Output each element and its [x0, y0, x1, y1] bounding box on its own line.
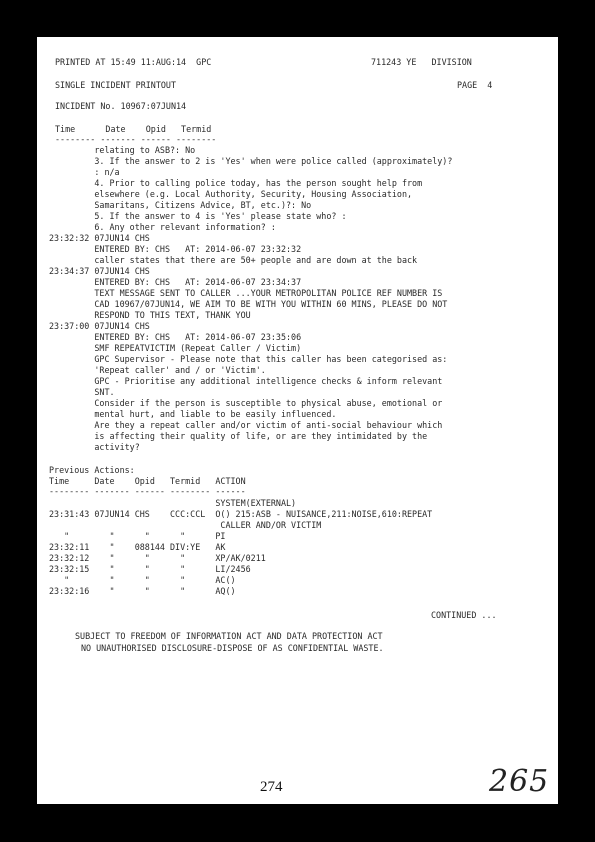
log-line: GPC Supervisor - Please note that this caller has been categorised as:: [49, 354, 448, 364]
log-line: ENTERED BY: CHS AT: 2014-06-07 23:35:06: [49, 332, 302, 342]
log-line: ENTERED BY: CHS AT: 2014-06-07 23:34:37: [49, 277, 302, 287]
log-line: 3. If the answer to 2 is 'Yes' when were police called (approximately)?: [49, 156, 453, 166]
disclaimer-line-2: NO UNAUTHORISED DISCLOSURE-DISPOSE OF AS CONFIDENTIAL WASTE.: [81, 643, 384, 653]
log-line: 4. Prior to calling police today, has the person sought help from: [49, 178, 423, 188]
incident-number: INCIDENT No. 10967:07JUN14: [55, 101, 187, 111]
previous-actions-table: [49, 498, 554, 603]
log-line: relating to ASB?: No: [49, 145, 196, 155]
log-line: 5. If the answer to 4 is 'Yes' please state who? :: [49, 211, 347, 221]
log-line: TEXT MESSAGE SENT TO CALLER ...YOUR METROPOLITAN POLICE REF NUMBER IS: [49, 288, 443, 298]
log-column-headers: Time Date Opid Termid: [55, 124, 212, 134]
log-line: is affecting their quality of life, or are they intimidated by the: [49, 431, 428, 441]
log-line: elsewhere (e.g. Local Authority, Security, Housing Association,: [49, 189, 413, 199]
log-line: CAD 10967/07JUN14, WE AIM TO BE WITH YOU WITHIN 60 MINS, PLEASE DO NOT: [49, 299, 448, 309]
log-line: SNT.: [49, 387, 115, 397]
action-row: 23:31:43 07JUN14 CHS CCC:CCL O() 215:ASB - NUISANCE,211:NOISE,610:REPEAT: [49, 509, 433, 519]
log-line: mental hurt, and liable to be easily influenced.: [49, 409, 337, 419]
page-label: PAGE 4: [457, 80, 493, 90]
log-line: : n/a: [49, 167, 120, 177]
log-line: RESPOND TO THIS TEXT, THANK YOU: [49, 310, 251, 320]
log-line: 23:34:37 07JUN14 CHS: [49, 266, 150, 276]
log-line: activity?: [49, 442, 140, 452]
action-row: 23:32:11 " 088144 DIV:YE AK: [49, 542, 226, 552]
log-line: ENTERED BY: CHS AT: 2014-06-07 23:32:32: [49, 244, 302, 254]
actions-header-rule: -------- ------- ------ -------- ------: [49, 486, 246, 496]
log-line: Consider if the person is susceptible to physical abuse, emotional or: [49, 398, 443, 408]
log-header-rule: -------- ------- ------ --------: [55, 134, 217, 144]
log-line: caller states that there are 50+ people and are down at the back: [49, 255, 418, 265]
log-line: 23:37:00 07JUN14 CHS: [49, 321, 150, 331]
division: 711243 YE DIVISION: [371, 57, 472, 67]
action-row: SYSTEM(EXTERNAL): [49, 498, 297, 508]
log-line: Are they a repeat caller and/or victim of anti-social behaviour which: [49, 420, 443, 430]
disclaimer-line-1: SUBJECT TO FREEDOM OF INFORMATION ACT AND DATA PROTECTION ACT: [75, 631, 383, 641]
log-line: Samaritans, Citizens Advice, BT, etc.)?: No: [49, 200, 312, 210]
previous-actions-heading: Previous Actions:: [49, 465, 135, 475]
log-line: SMF REPEATVICTIM (Repeat Caller / Victim): [49, 343, 302, 353]
log-line: 'Repeat caller' and / or 'Victim'.: [49, 365, 266, 375]
continued-note: CONTINUED ...: [431, 610, 497, 620]
page-number: 274: [260, 779, 283, 795]
log-line: 6. Any other relevant information? :: [49, 222, 276, 232]
action-row: 23:32:12 " " " XP/AK/0211: [49, 553, 266, 563]
incident-log: [49, 145, 554, 455]
action-row: 23:32:16 " " " AQ(): [49, 586, 236, 596]
log-line: GPC - Prioritise any additional intelligence checks & inform relevant: [49, 376, 443, 386]
action-row: 23:32:15 " " " LI/2456: [49, 564, 251, 574]
printout-title: SINGLE INCIDENT PRINTOUT: [55, 80, 177, 90]
actions-column-headers: Time Date Opid Termid ACTION: [49, 476, 246, 486]
handwritten-page-number: 265: [489, 764, 550, 799]
printed-at: PRINTED AT 15:49 11:AUG:14 GPC: [55, 57, 212, 67]
log-line: 23:32:32 07JUN14 CHS: [49, 233, 150, 243]
action-row: " " " " AC(): [49, 575, 236, 585]
action-row: CALLER AND/OR VICTIM: [49, 520, 322, 530]
document-page: [37, 37, 558, 804]
action-row: " " " " PI: [49, 531, 226, 541]
